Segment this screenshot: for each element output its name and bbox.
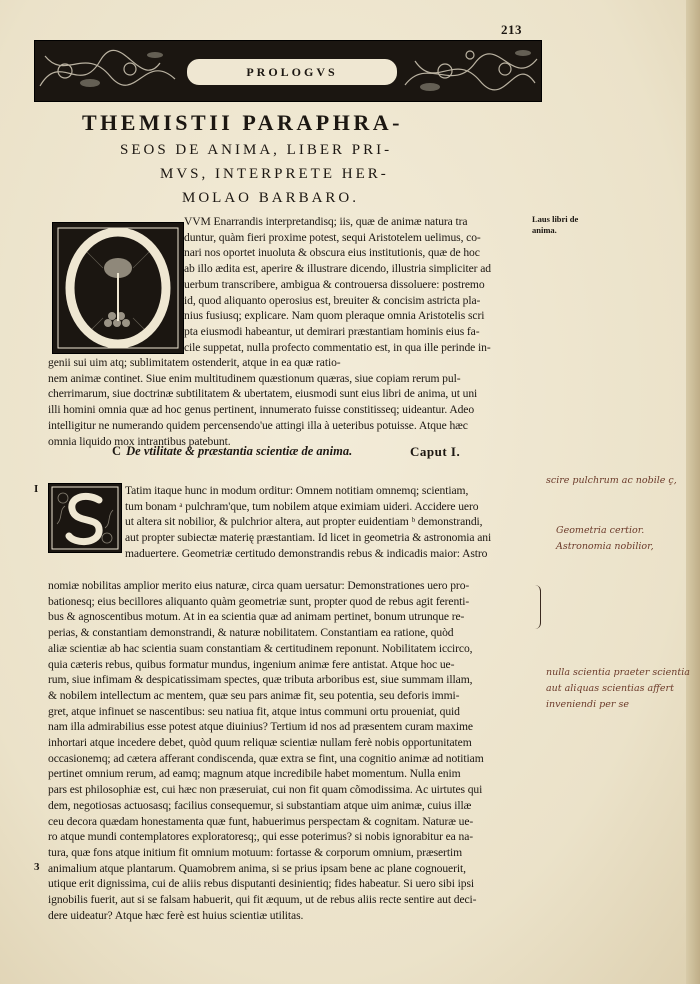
page-number: 213 [501, 22, 522, 37]
book-title [82, 108, 552, 210]
text-line: animalium atque plantarum. Quamobrem anima, si se prius ipsam bene ac plane cognouerit, [48, 861, 466, 875]
margin-note-line: anima. [532, 225, 557, 235]
signature-mark: 3 [34, 861, 40, 873]
chapter-heading [112, 444, 542, 459]
title-line-1: THEMISTII PARAPHRA- [82, 110, 403, 135]
running-head: PROLOGVS [185, 57, 399, 87]
intro-paragraph [184, 214, 530, 355]
text-line: duntur, quàm fieri proxime potest, sequi Aristotelem uelimus, co- [184, 230, 481, 244]
text-line: dere uideatur? Atque hæc ferè est huius scientiæ utilitas. [48, 908, 304, 922]
text-line: bus & agnoscentibus motum. At in ea scientia quæ ad animam pertinet, bonum utrunque re- [48, 610, 465, 624]
text-line: dem, negotiosas actuosasq; facilius consequemur, si substantiam atque uim animæ, cuius illæ [48, 798, 472, 812]
text-line: VVM Enarrandis interpretandisq; iis, quæ de animæ natura tra [184, 215, 468, 228]
text-line: pars est philosophiæ est, cui hæc non præseruiat, cui non fit quam cõmodissima. Ac uirtutes qui [48, 783, 483, 797]
text-line: bationesq; eius becillores aliquanto quàm geometriæ sunt, propter quod de rebus agit ferenti- [48, 594, 470, 608]
text-line: ceu decora quædam honestamenta quæ funt, habuerimus perspectam & cognitam. Naturæ ue- [48, 814, 474, 828]
text-line: quia cæteris rebus, quibus formatur mundus, ingenium animæ fere antistat. Atque hoc ue- [48, 657, 455, 671]
paragraph-mark-icon: C [112, 444, 122, 458]
handwritten-annotation: aut aliquas scientias affert [546, 683, 674, 694]
floral-initial-icon [49, 484, 121, 552]
text-line: pertinet omnium rerum, ad eamq; magnum atque incredibile habet momentum. Nulla enim [48, 767, 461, 781]
text-line: nem animæ continet. Siue enim multitudinem quæstionum quæras, siue copiam rerum pul- [48, 371, 461, 385]
text-line: nam illa admirabilius esse potest atque diuinius? Tertium id nos ad præsentem curam maxime [48, 720, 473, 734]
text-line: omnia liquido mox intrantibus patebunt. [48, 434, 231, 448]
text-line: nari nos oportet inuoluta & obscura eius institutionis, quæ de hoc [184, 246, 480, 260]
text-line: tum bonam ᵃ pulchram'que, tum nobilem atque eximiam uideri. Accidere uero [125, 499, 479, 513]
text-line: aliæ scientiæ ab hac scientia suam constantiam & certitudinem reponunt. Nobilitatem iccirco, [48, 641, 473, 655]
ink-bracket [534, 585, 541, 629]
text-line: ro atque mundi contemplatores exploratoresq;, qui esse poterimus? si nobis ignorabitur ea na- [48, 830, 474, 844]
woodcut-initial-o [52, 222, 184, 354]
text-line: Tatim itaque hunc in modum orditur: Omnem notitiam omnemq; scientiam, [125, 484, 469, 497]
text-line: genii sui uim atq; sublimitatem ostenderit, atque in ea quæ ratio- [48, 356, 341, 369]
text-line: illi homini omnia quæ ad hoc genus pertinent, innumerato fuisse constitisseq; uideantur. Adeo [48, 403, 475, 417]
title-line-2: SEOS DE ANIMA, LIBER PRI- [120, 142, 393, 158]
text-line: cile suppetat, nulla profecto commentatio est, in qua ille perinde in- [184, 340, 491, 354]
text-line: uerbum transcribere, ambigua & controuersa dissoluere: postremo [184, 277, 485, 291]
ornamental-header-band [34, 40, 542, 102]
text-line: gret, atque infinuet se nascentibus: seu natiua fit, atque intus communi ortu proueniat, quid [48, 704, 460, 718]
title-line-4: MOLAO BARBARO. [182, 190, 360, 206]
text-line: occasionemq; ad cætera afferant condiscenda, quæ extra se fint, una cognitio animæ ad notitiam [48, 751, 484, 765]
text-line: ut altera sit nobilior, & pulchrior altera, aut propter euidentiam ᵇ demonstrandi, [125, 515, 483, 529]
handwritten-annotation: Geometria certior. [556, 525, 645, 536]
text-line: aut propter subiectæ materię præstantiam. Id licet in geometria & astronomia ani [125, 531, 492, 545]
margin-note [532, 214, 578, 236]
text-line: perias, & constantiam demonstrandi, & naturæ nobilitatem. Constantiam ea ratione, quòd [48, 626, 454, 640]
text-line: pta eiusmodi habeantur, ut demirari præstantiam hominis eius fa- [184, 324, 480, 338]
margin-note-line: Laus libri de [532, 214, 579, 224]
handwritten-annotation: scire pulchrum ac nobile ç, [546, 475, 677, 486]
text-line: ignobilis fuerit, aut si se falsam habuerit, qui fit æquum, ut de rebus aliis recte sentire aut deci- [48, 893, 477, 907]
chapter-number: Caput I. [410, 444, 461, 459]
text-line: cherrimarum, siue doctrinæ subtilitatem & ubertatem, eiusmodi sunt eius libri de anima, ut uni [48, 387, 478, 401]
text-line: nomiæ nobilitas amplior merito eius naturæ, circa quam uersatur: Demonstrationes uero pro- [48, 579, 470, 592]
text-line: id, quod aliquanto operosius est, breuiter & concisim astricta pla- [184, 293, 481, 307]
text-line: nius fusiusq; explicare. Nam quom pleraque omnia Aristotelis scri [184, 309, 485, 323]
text-line: utique erit dignissima, cui de aliis rebus disputanti desinientiq; fides habeatur. Si uero sibi ipsi [48, 877, 474, 891]
handwritten-annotation: inveniendi per se [546, 699, 629, 710]
text-line: tura, quæ fons atque initium fit omnium motuum: fortasse & corporum omnium, præsertim [48, 845, 462, 859]
chapter-paragraph-continued [48, 578, 538, 923]
text-line: maduertere. Geometriæ certitudo demonstrandis rebus & indicadis maior: Astro [125, 546, 488, 560]
intro-paragraph-continued [48, 355, 538, 449]
book-spine-shadow [686, 0, 700, 984]
handwritten-annotation: Astronomia nobilior, [556, 541, 654, 552]
title-line-3: MVS, INTERPRETE HER- [160, 166, 389, 182]
text-line: rum, siue infimam & despicatissimam spectes, quæ tributa arboribus est, siue summam illam, [48, 673, 473, 687]
text-line: intelligitur ne numerando quidem percensendo'ue attingi illa à ueteribus potuisse. Atque hæc [48, 418, 468, 432]
chapter-paragraph [125, 483, 535, 562]
text-line: inhortari atque incedere debet, quòd quum reliquæ scientiæ nullam ferè nobis opportunitatem [48, 736, 472, 750]
tree-landscape-icon [53, 223, 183, 353]
woodcut-initial-s [48, 483, 122, 553]
handwritten-annotation: nulla scientia praeter scientia [546, 667, 690, 678]
chapter-heading-text: De vtilitate & præstantia scientiæ de anima. [126, 444, 353, 458]
text-line: ab illo ædita est, aperire & illustrare dicendo, illustria simpliciter ad [184, 262, 491, 276]
text-line: & nobilem intellectum ac mentem, quæ seu pars animæ fit, seu potentia, seu deforis immi- [48, 688, 460, 702]
signature-mark: I [34, 483, 39, 495]
